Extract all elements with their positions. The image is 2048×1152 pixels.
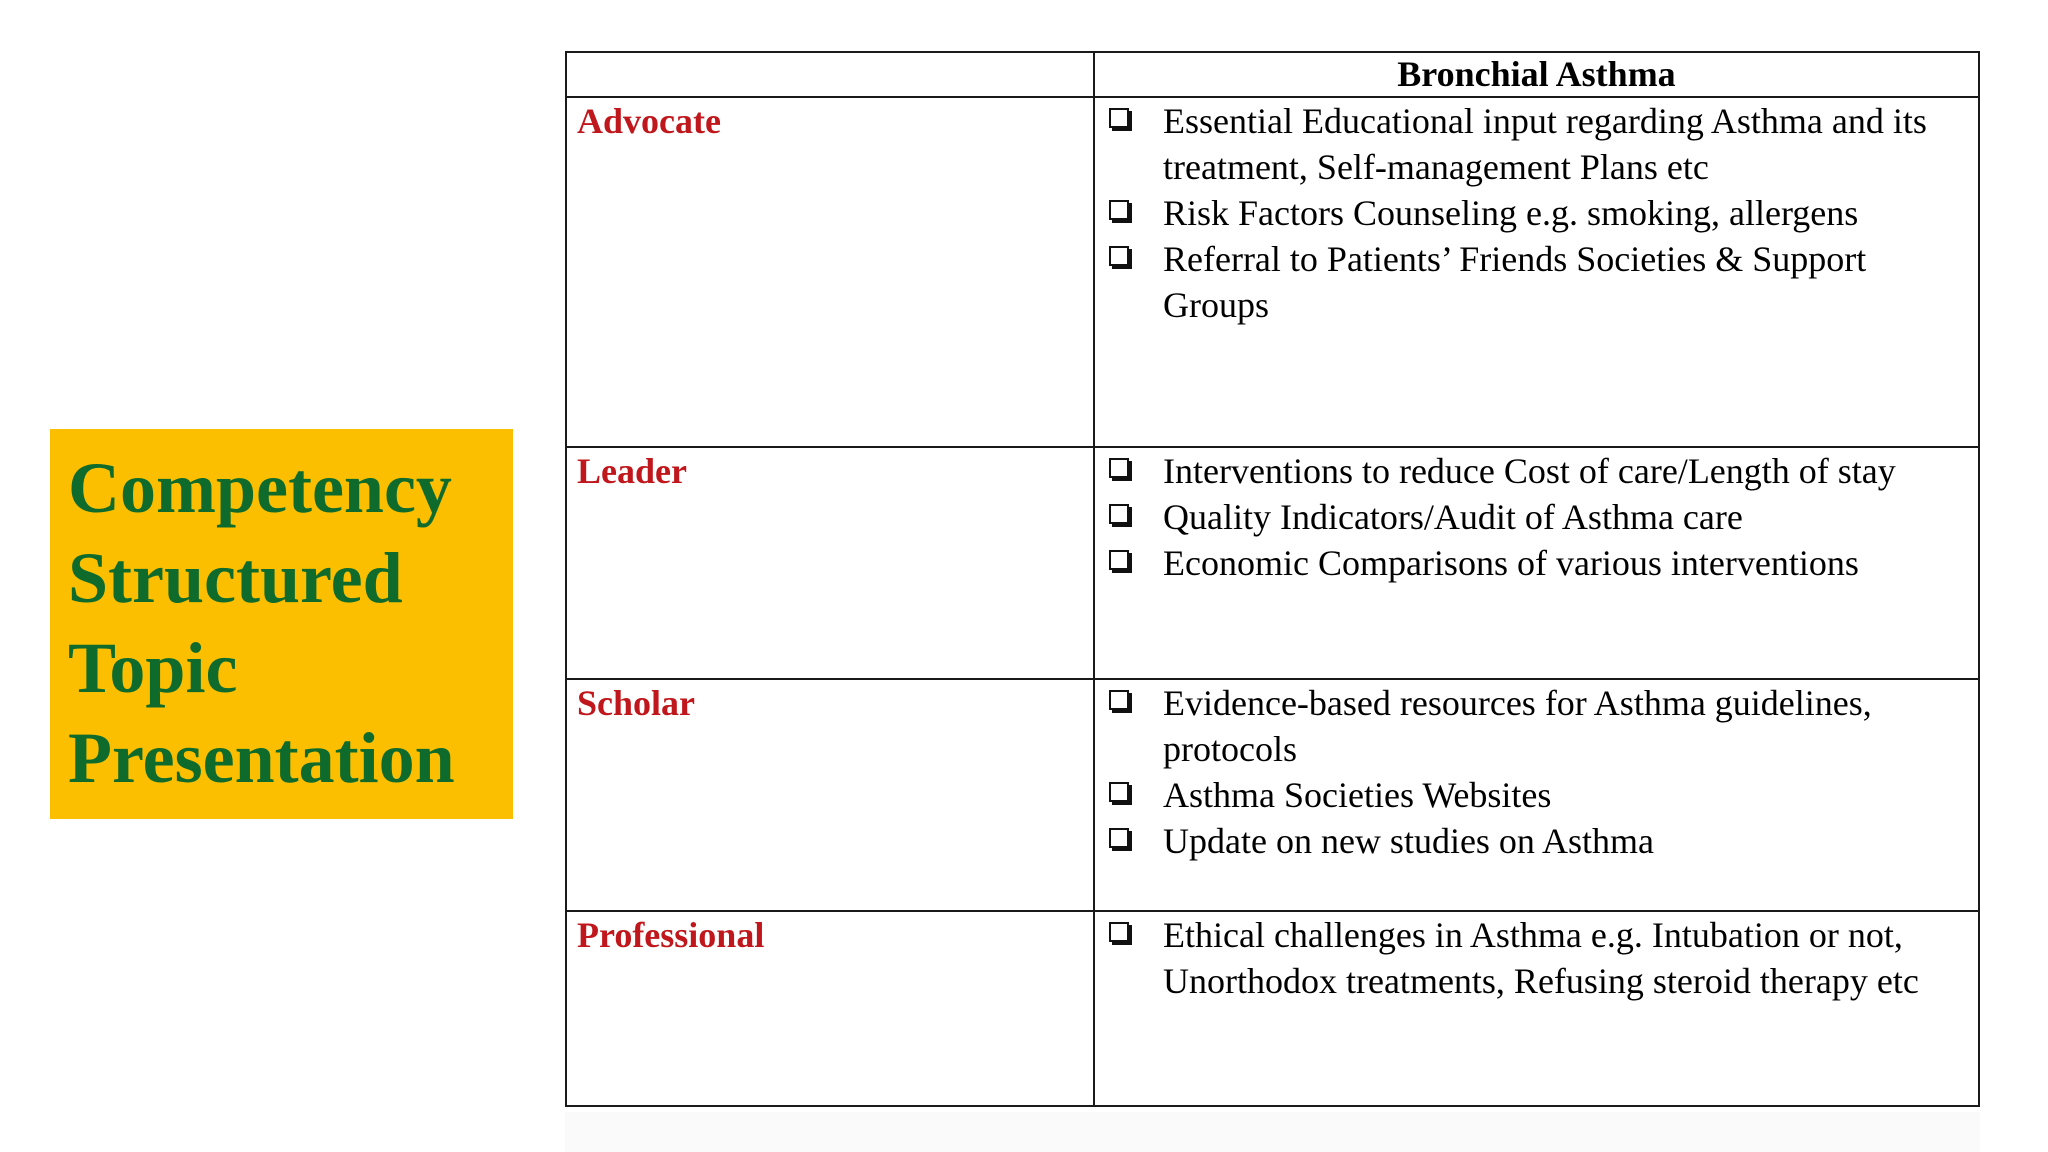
list-item — [1109, 494, 1968, 540]
table-row — [566, 447, 1979, 679]
table-row — [566, 911, 1979, 1106]
item-text: Economic Comparisons of various interventions — [1163, 543, 1859, 583]
table-row — [566, 679, 1979, 911]
checkbox-bullet-icon — [1109, 504, 1129, 524]
list-item — [1109, 448, 1968, 494]
item-text: Interventions to reduce Cost of care/Length of stay — [1163, 451, 1896, 491]
checkbox-bullet-icon — [1109, 458, 1129, 478]
items-cell — [1094, 679, 1979, 911]
checkbox-bullet-icon — [1109, 922, 1129, 942]
list-item — [1109, 680, 1968, 772]
item-text: Essential Educational input regarding Asthma and its treatment, Self-management Plans etc — [1163, 101, 1927, 187]
item-list — [1095, 98, 1978, 328]
role-label-advocate: Advocate — [577, 101, 721, 141]
item-text: Referral to Patients’ Friends Societies & Support Groups — [1163, 239, 1867, 325]
checkbox-bullet-icon — [1109, 200, 1129, 220]
checkbox-bullet-icon — [1109, 108, 1129, 128]
title-line: Structured — [68, 538, 403, 618]
checkbox-bullet-icon — [1109, 828, 1129, 848]
title-box — [50, 429, 513, 819]
checkbox-bullet-icon — [1109, 690, 1129, 710]
list-item — [1109, 236, 1968, 328]
item-text: Update on new studies on Asthma — [1163, 821, 1654, 861]
item-list — [1095, 680, 1978, 864]
table-header-row — [566, 52, 1979, 97]
item-text: Evidence-based resources for Asthma guidelines, protocols — [1163, 683, 1872, 769]
list-item — [1109, 540, 1968, 586]
title-line: Presentation — [68, 718, 455, 798]
role-label-scholar: Scholar — [577, 683, 696, 723]
items-cell — [1094, 911, 1979, 1106]
header-empty-cell — [566, 52, 1094, 97]
item-list — [1095, 448, 1978, 586]
role-cell — [566, 447, 1094, 679]
role-label-professional: Professional — [577, 915, 765, 955]
competency-table — [565, 51, 1980, 1107]
item-text: Asthma Societies Websites — [1163, 775, 1552, 815]
checkbox-bullet-icon — [1109, 550, 1129, 570]
title-line: Competency — [68, 448, 452, 528]
table-row — [566, 97, 1979, 447]
role-cell — [566, 97, 1094, 447]
role-cell — [566, 679, 1094, 911]
list-item — [1109, 912, 1968, 1004]
list-item — [1109, 98, 1968, 190]
items-cell — [1094, 97, 1979, 447]
item-text: Ethical challenges in Asthma e.g. Intubation or not, Unorthodox treatments, Refusing steroid therapy etc — [1163, 915, 1919, 1001]
table-header-title: Bronchial Asthma — [1094, 52, 1979, 97]
bottom-shade — [565, 1112, 1980, 1152]
list-item — [1109, 190, 1968, 236]
title-line: Topic — [68, 628, 238, 708]
item-text: Quality Indicators/Audit of Asthma care — [1163, 497, 1743, 537]
role-label-leader: Leader — [577, 451, 687, 491]
list-item — [1109, 772, 1968, 818]
item-text: Risk Factors Counseling e.g. smoking, allergens — [1163, 193, 1859, 233]
item-list — [1095, 912, 1978, 1004]
list-item — [1109, 818, 1968, 864]
role-cell — [566, 911, 1094, 1106]
items-cell — [1094, 447, 1979, 679]
checkbox-bullet-icon — [1109, 246, 1129, 266]
checkbox-bullet-icon — [1109, 782, 1129, 802]
